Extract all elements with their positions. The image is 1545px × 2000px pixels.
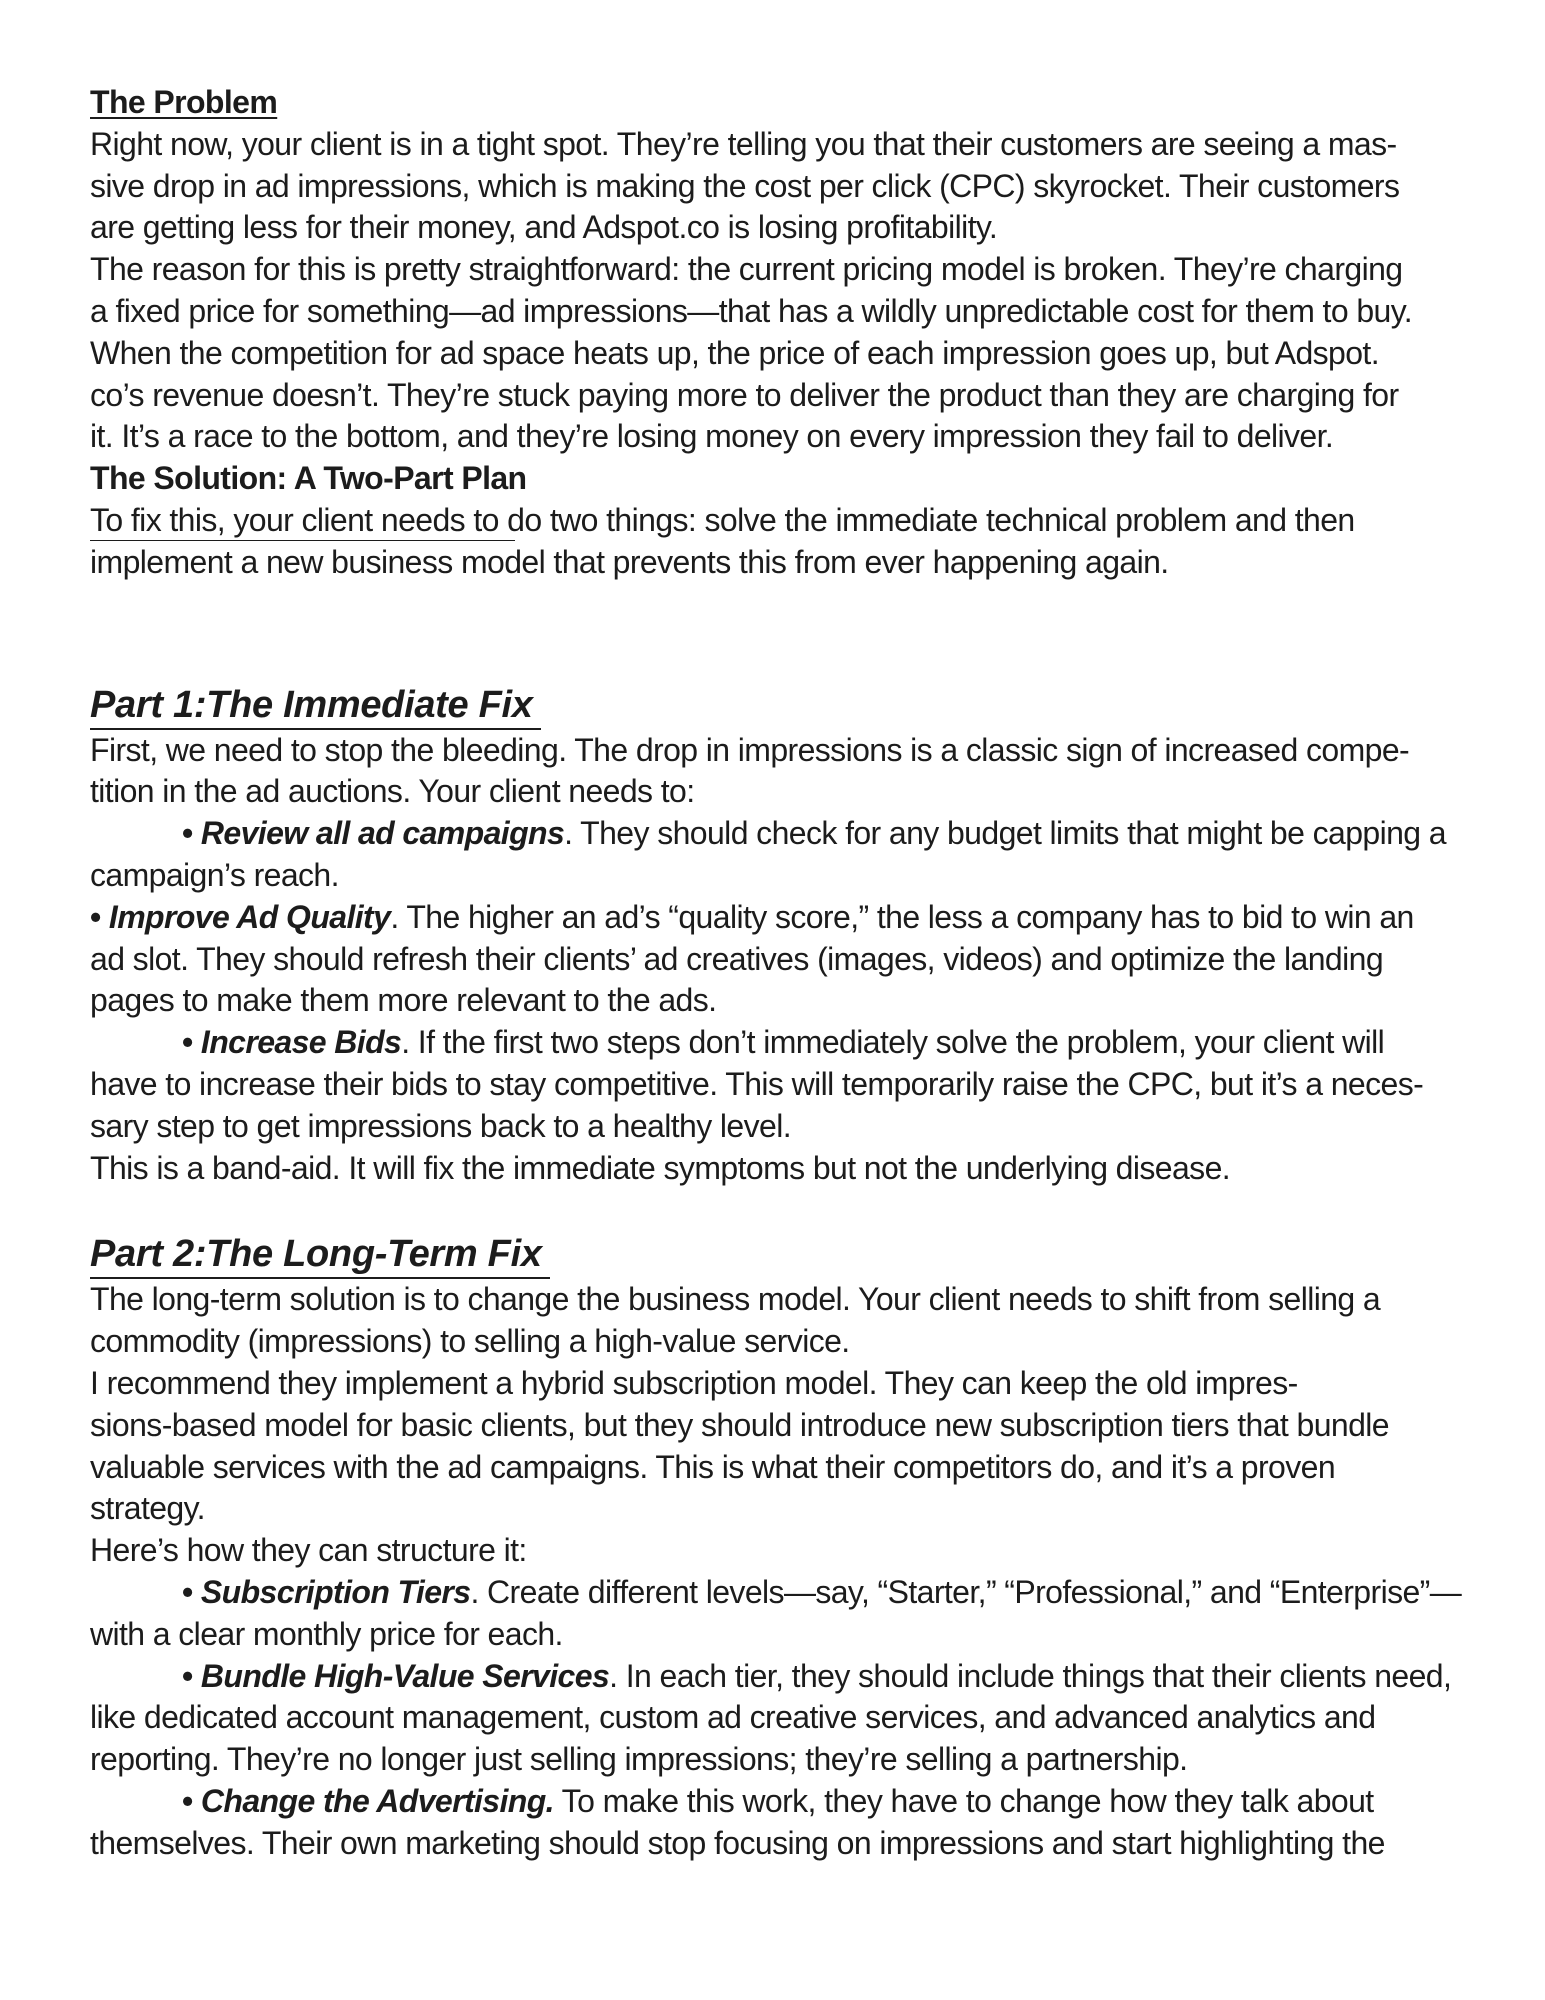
item-label: Increase Bids	[200, 1024, 402, 1061]
part2-item-advertising	[90, 1781, 1470, 1823]
part1-item-quality-cont: pages to make them more relevant to the ads.	[90, 982, 717, 1019]
solution-line: implement a new business model that prevents this from ever happening again.	[90, 543, 1169, 580]
part2-intro-line: sions-based model for basic clients, but they should introduce new subscription tiers that bundle	[90, 1406, 1390, 1443]
part2-intro-line: The long-term solution is to change the business model. Your client needs to shift from selling a	[90, 1281, 1381, 1318]
spacer	[90, 1189, 1470, 1231]
part1-intro-line: First, we need to stop the bleeding. The drop in impressions is a classic sign of increased compe-	[90, 731, 1410, 768]
part2-item-tiers	[90, 1572, 1470, 1614]
item-label: Subscription Tiers	[200, 1573, 471, 1610]
bullet: •	[182, 1024, 193, 1061]
bullet: •	[182, 1573, 193, 1610]
item-text: . In each tier, they should include things that their clients need,	[609, 1657, 1452, 1694]
part2-intro-line: commodity (impressions) to selling a high-value service.	[90, 1323, 850, 1360]
part1-title: Part 1:The Immediate Fix	[90, 682, 541, 730]
part1-item-review-cont: campaign’s reach.	[90, 856, 339, 893]
problem-line: co’s revenue doesn’t. They’re stuck paying more to deliver the product than they are charging for	[90, 376, 1399, 413]
problem-heading: The Problem	[90, 84, 278, 120]
spacer	[90, 584, 1470, 682]
item-text: . Create different levels—say, “Starter,” “Professional,” and “Enterprise”—	[470, 1573, 1462, 1610]
part2-item-tiers-cont: with a clear monthly price for each.	[90, 1615, 563, 1652]
item-text: . If the first two steps don’t immediately solve the problem, your client will	[401, 1024, 1385, 1061]
part1-item-bids	[90, 1022, 1470, 1064]
problem-line: are getting less for their money, and Adspot.co is losing profitability.	[90, 209, 998, 246]
part1-item-bids-cont: sary step to get impressions back to a healthy level.	[90, 1107, 792, 1144]
part2-intro-line: strategy.	[90, 1490, 205, 1527]
part2-title: Part 2:The Long-Term Fix	[90, 1231, 550, 1279]
bullet: •	[182, 1782, 193, 1819]
item-label: Improve Ad Quality	[108, 898, 391, 935]
part2-item-bundle-cont: reporting. They’re no longer just selling impressions; they’re selling a partnership.	[90, 1741, 1188, 1778]
part1-intro-line: tition in the ad auctions. Your client needs to:	[90, 773, 695, 810]
part1-closing: This is a band-aid. It will fix the immediate symptoms but not the underlying disease.	[90, 1149, 1231, 1186]
problem-line: When the competition for ad space heats up, the price of each impression goes up, but Adspot.	[90, 334, 1380, 371]
problem-line: Right now, your client is in a tight spot. They’re telling you that their customers are seeing a mas-	[90, 125, 1397, 162]
problem-line: it. It’s a race to the bottom, and they’re losing money on every impression they fail to deliver.	[90, 418, 1334, 455]
underline-rule	[90, 540, 515, 541]
item-label: Bundle High-Value Services	[200, 1657, 610, 1694]
bullet: •	[182, 815, 193, 852]
part2-item-advertising-cont: themselves. Their own marketing should stop focusing on impressions and start highlighting the	[90, 1824, 1385, 1861]
item-label: Review all ad campaigns	[200, 815, 565, 852]
item-text: To make this work, they have to change how they talk about	[553, 1782, 1374, 1819]
solution-heading: The Solution: A Two-Part Plan	[90, 460, 527, 497]
part1-item-quality-cont: ad slot. They should refresh their clients’ ad creatives (images, videos) and optimize the landing	[90, 940, 1384, 977]
part2-intro-line: Here’s how they can structure it:	[90, 1532, 527, 1569]
problem-line: sive drop in ad impressions, which is making the cost per click (CPC) skyrocket. Their customers	[90, 167, 1400, 204]
bullet: •	[182, 1657, 193, 1694]
item-text: . The higher an ad’s “quality score,” the less a company has to bid to win an	[390, 898, 1414, 935]
bullet: •	[90, 898, 101, 935]
part2-intro-line: valuable services with the ad campaigns. This is what their competitors do, and it’s a proven	[90, 1448, 1336, 1485]
problem-line: The reason for this is pretty straightforward: the current pricing model is broken. They’re charging	[90, 251, 1403, 288]
part2-intro-line: I recommend they implement a hybrid subscription model. They can keep the old impres-	[90, 1364, 1298, 1401]
solution-line: To fix this, your client needs to do two things: solve the immediate technical problem and then	[90, 501, 1355, 538]
item-label: Change the Advertising.	[200, 1782, 554, 1819]
document-page	[90, 82, 1470, 1864]
solution-line-wrapper	[90, 500, 1470, 542]
part1-item-quality	[90, 897, 1470, 939]
part2-item-bundle	[90, 1656, 1470, 1698]
part1-item-bids-cont: have to increase their bids to stay competitive. This will temporarily raise the CPC, but it’s a neces-	[90, 1065, 1424, 1102]
part1-item-review	[90, 813, 1470, 855]
item-text: . They should check for any budget limits that might be capping a	[564, 815, 1446, 852]
part2-item-bundle-cont: like dedicated account management, custom ad creative services, and advanced analytics and	[90, 1699, 1376, 1736]
problem-line: a fixed price for something—ad impressions—that has a wildly unpredictable cost for them to buy.	[90, 292, 1413, 329]
